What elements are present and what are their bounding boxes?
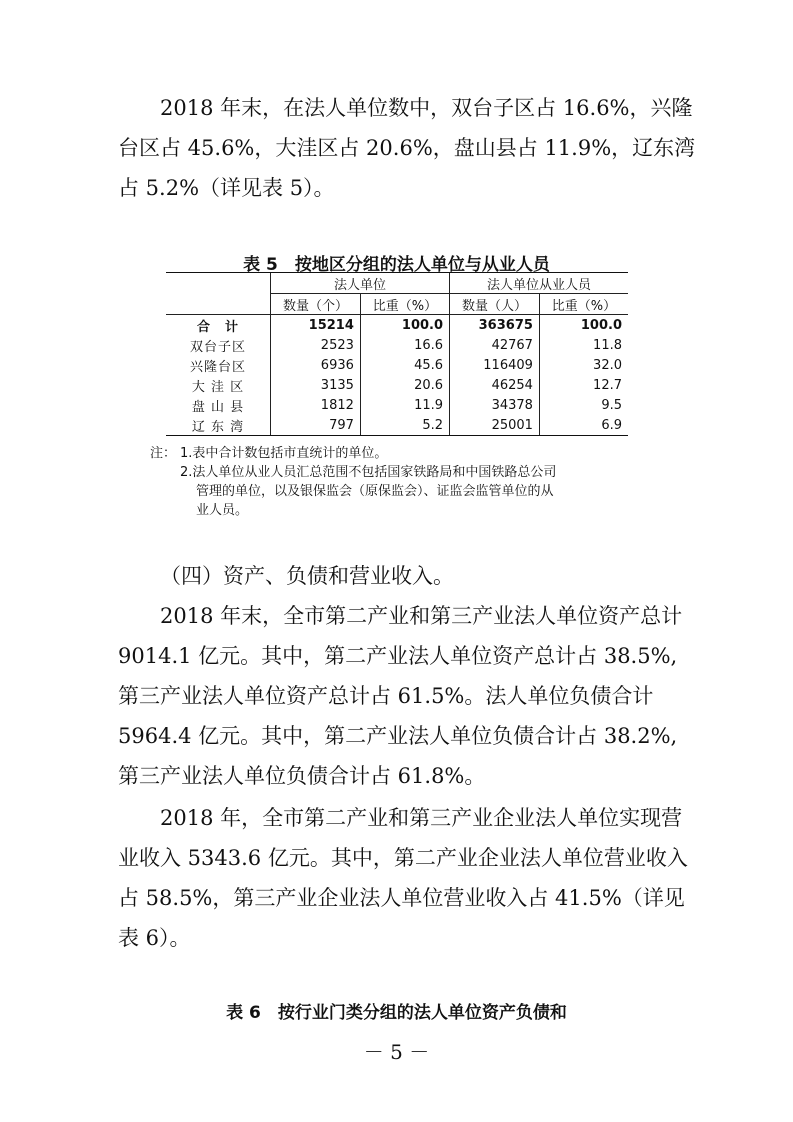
table-row [166,415,628,436]
employees-percent: 9.5 [539,395,628,415]
employees-percent: 12.7 [539,375,628,395]
employees-count: 25001 [450,415,540,436]
note-row [150,444,670,520]
section-heading-text: （四）资产、负债和营业收入。 [160,564,454,588]
region-name: 合 计 [166,315,271,336]
units-count: 1812 [271,395,361,415]
table-row [166,395,628,415]
paragraph-line: 占 5.2%（详见表 5）。 [118,176,335,200]
paragraph-region-share [118,88,696,208]
paragraph-line: 5964.4 亿元。其中，第二产业法人单位负债合计占 38.2%, [118,724,678,748]
table-row [166,375,628,395]
table-row [166,335,628,355]
units-percent: 11.9 [360,395,449,415]
table5-notes [150,444,670,520]
region-name: 辽 东 湾 [166,415,271,436]
table5-header-empty [166,273,271,315]
paragraph-line: 第三产业法人单位负债合计占 61.8%。 [118,764,486,788]
table-row [166,315,628,336]
units-percent: 100.0 [360,315,449,336]
region-name: 双台子区 [189,339,246,355]
table5-subheader: 数量（人） [450,294,540,315]
section-heading [118,556,678,596]
units-percent: 45.6 [360,355,449,375]
paragraph-line: 2018 年末，全市第二产业和第三产业法人单位资产总计 [160,604,683,628]
note-2-line: 业人员。 [196,503,249,518]
paragraph-line: 台区占 45.6%，大洼区占 20.6%，盘山县占 11.9%，辽东湾 [118,136,696,160]
table-row [166,355,628,375]
region-name: 兴隆台区 [189,359,246,375]
units-percent: 16.6 [360,335,449,355]
paragraph-revenue [118,798,688,958]
units-count: 6936 [271,355,361,375]
units-count: 15214 [271,315,361,336]
employees-count: 46254 [450,375,540,395]
employees-count: 42767 [450,335,540,355]
units-percent: 5.2 [360,415,449,436]
paragraph-line: 9014.1 亿元。其中，第二产业法人单位资产总计占 38.5%, [118,644,678,668]
table5-subheader: 数量（个） [271,294,361,315]
table5-group-header-employees: 法人单位从业人员 [450,273,628,294]
table5-subheader: 比重（%） [360,294,449,315]
units-count: 797 [271,415,361,436]
note-body [180,444,670,520]
note-2-line: 2.法人单位从业人员汇总范围不包括国家铁路局和中国铁路总公司 [180,465,557,480]
region-name: 盘 山 县 [191,399,245,415]
units-count: 2523 [271,335,361,355]
paragraph-line: 2018 年，全市第二产业和第三产业企业法人单位实现营 [160,806,683,830]
paragraph-line: 第三产业法人单位资产总计占 61.5%。法人单位负债合计 [118,684,654,708]
employees-percent: 11.8 [539,335,628,355]
table5-group-header-units: 法人单位 [271,273,450,294]
note-label: 注： [150,446,177,461]
employees-percent: 6.9 [539,415,628,436]
employees-percent: 100.0 [539,315,628,336]
note-1: 1.表中合计数包括市直统计的单位。 [180,446,388,461]
units-percent: 20.6 [360,375,449,395]
page-number: － 5 － [363,1040,430,1064]
employees-count: 34378 [450,395,540,415]
table5 [166,272,628,436]
note-2-line: 管理的单位，以及银保监会（原保监会）、证监会监管单位的从 [196,484,554,499]
units-count: 3135 [271,375,361,395]
table5-subheader: 比重（%） [539,294,628,315]
paragraph-line: 业收入 5343.6 亿元。其中，第二产业企业法人单位营业收入 [118,846,688,870]
employees-count: 363675 [450,315,540,336]
paragraph-assets-liabilities [118,596,683,796]
paragraph-line: 2018 年末，在法人单位数中，双台子区占 16.6%，兴隆 [160,96,693,120]
employees-count: 116409 [450,355,540,375]
paragraph-line: 占 58.5%，第三产业企业法人单位营业收入占 41.5%（详见 [118,886,685,910]
table6-caption: 表 6 按行业门类分组的法人单位资产负债和 [226,1003,567,1023]
region-name: 大 洼 区 [191,379,245,395]
paragraph-line: 表 6）。 [118,926,191,950]
employees-percent: 32.0 [539,355,628,375]
table5-caption: 表 5 按地区分组的法人单位与从业人员 [243,255,550,275]
